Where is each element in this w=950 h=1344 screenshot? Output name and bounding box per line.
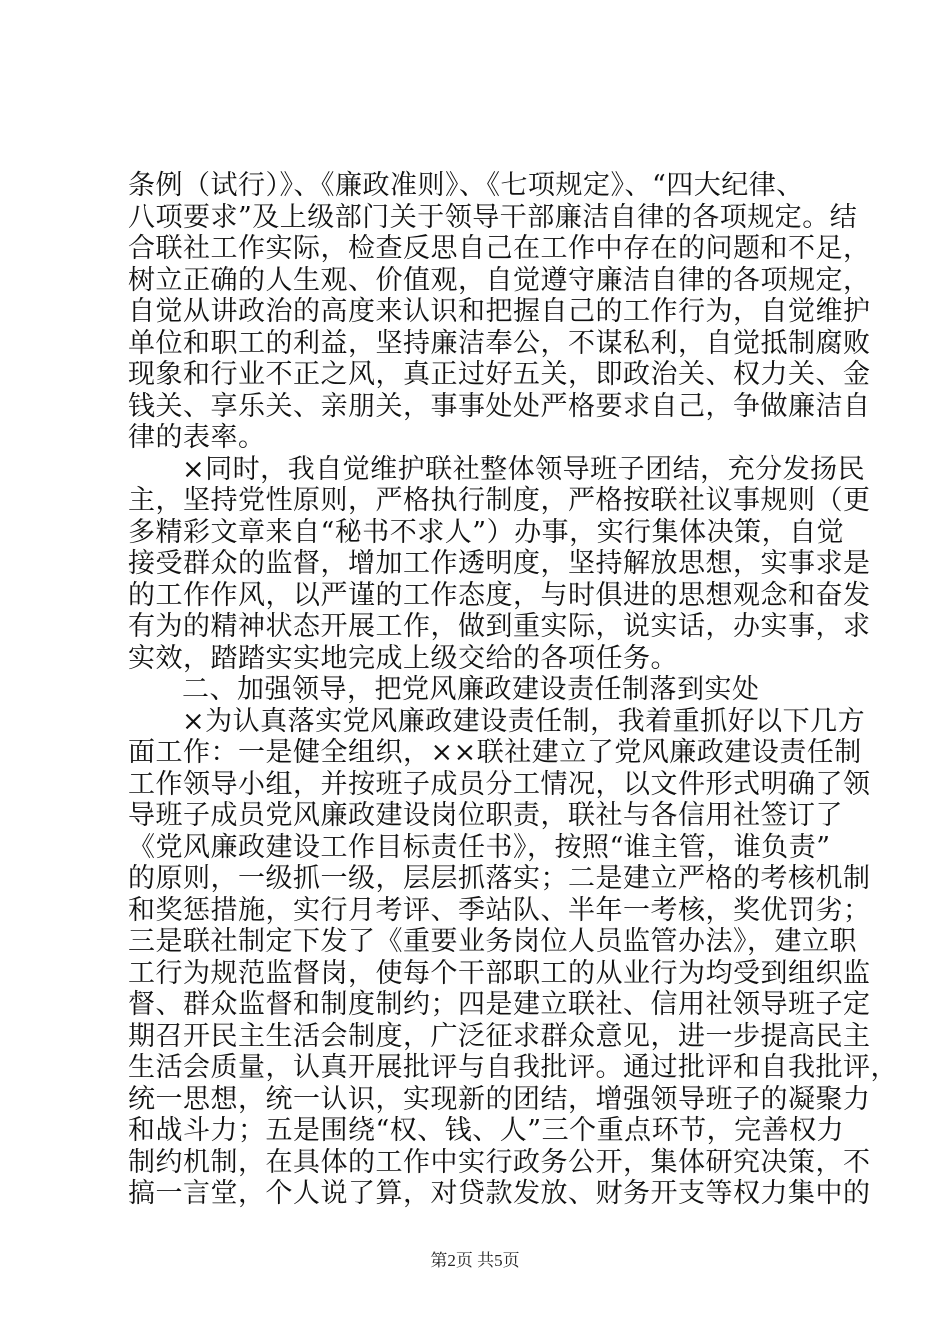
text-line: 搞一言堂，个人说了算，对贷款发放、财务开支等权力集中的	[128, 1178, 871, 1209]
text-line: 导班子成员党风廉政建设岗位职责，联社与各信用社签订了	[128, 800, 843, 831]
text-line: 生活会质量，认真开展批评与自我批评。通过批评和自我批评，	[128, 1052, 898, 1083]
text-line: 制约机制，在具体的工作中实行政务公开，集体研究决策，不	[128, 1146, 871, 1178]
text-line: 钱关、享乐关、亲朋关，事事处处严格要求自己，争做廉洁自	[128, 390, 871, 422]
text-line: 和奖惩措施，实行月考评、季站队、半年一考核，奖优罚劣；	[128, 894, 871, 926]
body-text	[128, 170, 898, 1210]
text-line: 统一思想，统一认识，实现新的团结，增强领导班子的凝聚力	[128, 1083, 871, 1115]
text-line: 现象和行业不正之风，真正过好五关，即政治关、权力关、金	[128, 359, 871, 390]
text-line: 主，坚持党性原则，严格执行制度，严格按联社议事规则（更	[128, 485, 871, 516]
text-line: 接受群众的监督，增加工作透明度，坚持解放思想，实事求是	[128, 548, 871, 579]
text-line: 八项要求”及上级部门关于领导干部廉洁自律的各项规定。结	[128, 201, 858, 233]
text-line: 单位和职工的利益，坚持廉洁奉公，不谋私利，自觉抵制腐败	[128, 327, 871, 359]
paragraph-start-line: ×同时，我自觉维护联社整体领导班子团结，充分发扬民	[182, 453, 866, 485]
text-line: 律的表率。	[128, 422, 266, 453]
text-line: 工行为规范监督岗，使每个干部职工的从业行为均受到组织监	[128, 957, 871, 989]
text-line: 督、群众监督和制度制约；四是建立联社、信用社领导班子定	[128, 989, 871, 1020]
text-line: 有为的精神状态开展工作，做到重实际，说实话，办实事，求	[128, 611, 871, 642]
text-line: 实效，踏踏实实地完成上级交给的各项任务。	[128, 642, 678, 674]
text-line: 多精彩文章来自“秘书不求人”）办事，实行集体决策，自觉	[128, 516, 845, 548]
text-line: 面工作：一是健全组织，××联社建立了党风廉政建设责任制	[128, 737, 862, 768]
text-line: 自觉从讲政治的高度来认识和把握自己的工作行为，自觉维护	[128, 296, 871, 327]
text-line: 条例（试行）》、《廉政准则》、《七项规定》、“四大纪律、	[128, 170, 804, 201]
text-line: 三是联社制定下发了《重要业务岗位人员监管办法》，建立职	[128, 926, 857, 957]
text-line: 的工作作风，以严谨的工作态度，与时俱进的思想观念和奋发	[128, 579, 871, 611]
text-line: 《党风廉政建设工作目标责任书》，按照“谁主管，谁负责”	[128, 831, 831, 863]
text-line: 期召开民主生活会制度，广泛征求群众意见，进一步提高民主	[128, 1020, 871, 1052]
text-line: 的原则，一级抓一级，层层抓落实；二是建立严格的考核机制	[128, 863, 871, 894]
text-line: 工作领导小组，并按班子成员分工情况，以文件形式明确了领	[128, 768, 871, 800]
text-line: 和战斗力；五是围绕“权、钱、人”三个重点环节，完善权力	[128, 1115, 845, 1146]
text-line: 树立正确的人生观、价值观，自觉遵守廉洁自律的各项规定，	[128, 264, 871, 296]
section-heading: 二、加强领导，把党风廉政建设责任制落到实处	[182, 674, 760, 705]
paragraph-start-line: ×为认真落实党风廉政建设责任制，我着重抓好以下几方	[182, 705, 866, 737]
text-line: 合联社工作实际，检查反思自己在工作中存在的问题和不足，	[128, 233, 871, 264]
page-number-footer: 第2页 共5页	[430, 1251, 520, 1270]
